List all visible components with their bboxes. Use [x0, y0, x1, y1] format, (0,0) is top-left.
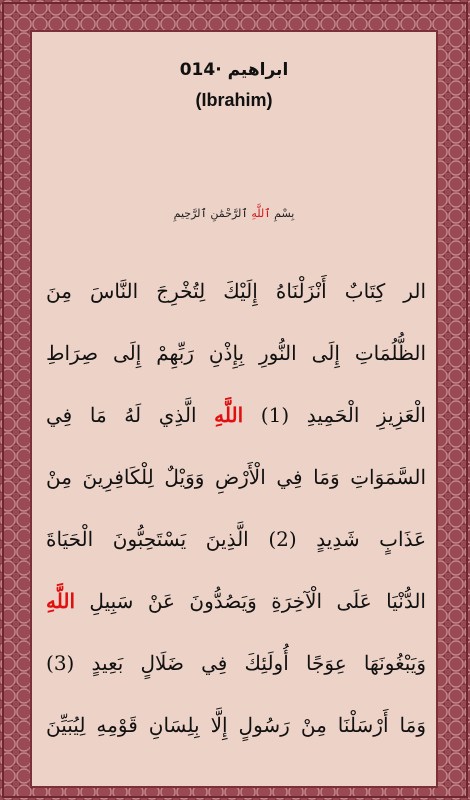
basmala-allah: ٱللَّهِ — [251, 207, 271, 220]
verse-line — [46, 446, 426, 508]
verse-text: وَيَبْغُونَهَا عِوَجًا أُولَئِكَ فِي ضَلَالٍ بَعِيدٍ (3) — [46, 651, 426, 675]
quran-page — [30, 30, 438, 788]
verse-text: عَذَابٍ شَدِيدٍ (2) الَّذِينَ يَسْتَحِبُّونَ الْحَيَاةَ — [46, 527, 427, 551]
surah-title-english: (Ibrahim) — [195, 90, 273, 110]
verse-line — [46, 570, 426, 632]
basmala — [32, 207, 436, 220]
verse-text: وَمَا أَرْسَلْنَا مِنْ رَسُولٍ إِلَّا بِلِسَانِ قَوْمِهِ لِيُبَيِّنَ — [46, 713, 426, 737]
verse-text: السَّمَوَاتِ وَمَا فِي الْأَرْضِ وَوَيْلٌ لِلْكَافِرِينَ مِنْ — [46, 465, 426, 489]
verse-text: الر كِتَابٌ أَنْزَلْنَاهُ إِلَيْكَ لِتُخْرِجَ النَّاسَ مِنَ — [46, 279, 426, 303]
verse-text: الدُّنْيَا عَلَى الْآخِرَةِ وَيَصُدُّونَ عَنْ سَبِيلِ — [75, 589, 426, 613]
verse-text: الظُّلُمَاتِ إِلَى النُّورِ بِإِذْنِ رَبِّهِمْ إِلَى صِرَاطِ — [46, 341, 426, 365]
verse-text: الْعَزِيزِ الْحَمِيدِ (1) — [243, 403, 426, 427]
divine-name-highlight: اللَّهِ — [46, 589, 75, 613]
verse-text: الَّذِي لَهُ مَا فِي — [46, 403, 215, 427]
verse-line — [46, 508, 426, 570]
verse-line — [46, 384, 426, 446]
basmala-prefix: بِسْمِ — [274, 207, 295, 220]
verse-line — [46, 322, 426, 384]
basmala-suffix: ٱلرَّحْمَٰنِ ٱلرَّحِيمِ — [173, 207, 248, 220]
divine-name-highlight: اللَّهِ — [214, 403, 244, 427]
surah-title-arabic: ابراهيم ·014 — [179, 60, 289, 80]
verse-text-block — [46, 260, 426, 756]
verse-line — [46, 632, 426, 694]
verse-line — [46, 260, 426, 322]
verse-line — [46, 694, 426, 756]
